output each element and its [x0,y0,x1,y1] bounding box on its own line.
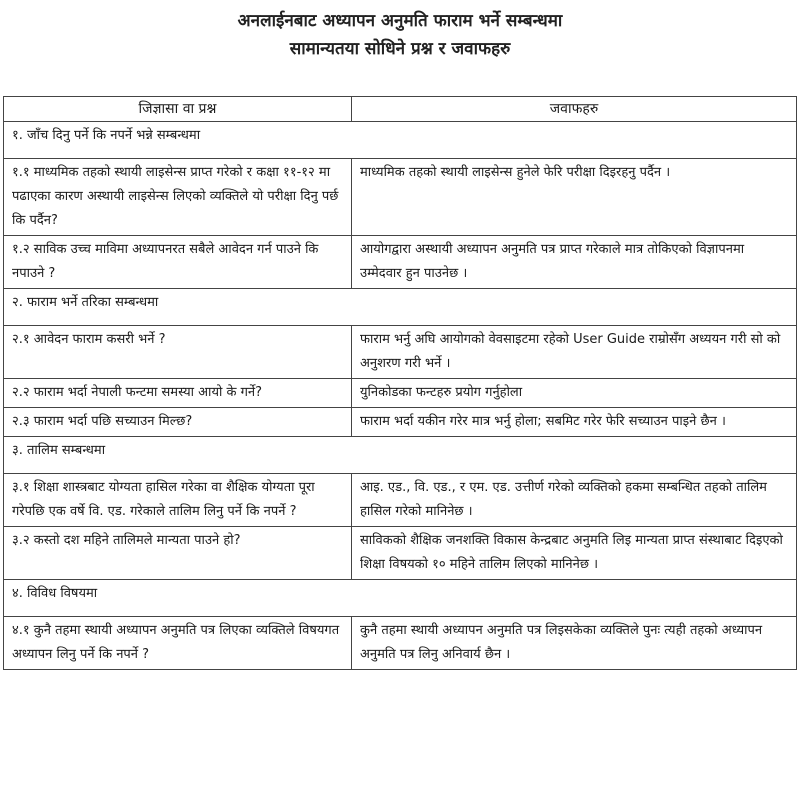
page-title: अनलाईनबाट अध्यापन अनुमति फाराम भर्ने सम्बन्धमा [237,11,563,31]
answer-cell: कुनै तहमा स्थायी अध्यापन अनुमति पत्र लिइसकेका व्यक्तिले पुनः त्यही तहको अध्यापन अनुमति पत्र लिनु अनिवार्य छैन । [352,617,797,670]
section-title: १. जाँच दिनु पर्ने कि नपर्ने भन्ने सम्बन्धमा [4,122,797,159]
table-row [4,527,797,580]
answer-cell: युनिकोडका फन्टहरु प्रयोग गर्नुहोला [352,379,797,408]
answer-cell: माध्यमिक तहको स्थायी लाइसेन्स हुनेले फेरि परीक्षा दिइरहनु पर्दैन । [352,159,797,236]
question-cell: २.१ आवेदन फाराम कसरी भर्ने ? [4,326,352,379]
question-cell: १.१ माध्यमिक तहको स्थायी लाइसेन्स प्राप्त गरेको र कक्षा ११-१२ मा पढाएका कारण अस्थायी लाइसेन्स लिएको व्यक्तिले यो परीक्षा दिनु पर्छ कि पर्दैन? [4,159,352,236]
table-header-row [4,97,797,122]
question-column-header: जिज्ञासा वा प्रश्न [4,97,352,122]
question-cell: २.३ फाराम भर्दा पछि सच्याउन मिल्छ? [4,408,352,437]
faq-table [3,96,797,670]
answer-cell: आयोगद्वारा अस्थायी अध्यापन अनुमति पत्र प्राप्त गरेकाले मात्र तोकिएको विज्ञापनमा उम्मेदवार हुन पाउनेछ । [352,236,797,289]
answer-cell: आइ. एड., वि. एड., र एम. एड. उत्तीर्ण गरेको व्यक्तिको हकमा सम्बन्धित तहको तालिम हासिल गरेको मानिनेछ । [352,474,797,527]
table-row [4,474,797,527]
question-cell: ४.१ कुनै तहमा स्थायी अध्यापन अनुमति पत्र लिएका व्यक्तिले विषयगत अध्यापन लिनु पर्ने कि नपर्ने ? [4,617,352,670]
section-title: २. फाराम भर्ने तरिका सम्बन्धमा [4,289,797,326]
page-subtitle: सामान्यतया सोधिने प्रश्न र जवाफहरु [289,39,511,59]
answer-cell: साविकको शैक्षिक जनशक्ति विकास केन्द्रबाट अनुमति लिइ मान्यता प्राप्त संस्थाबाट दिइएको शिक्षा विषयको १० महिने तालिम लिएको मानिनेछ । [352,527,797,580]
question-cell: ३.१ शिक्षा शास्त्रबाट योग्यता हासिल गरेका वा शैक्षिक योग्यता पूरा गरेपछि एक वर्षे वि. एड. गरेकाले तालिम लिनु पर्ने कि नपर्ने ? [4,474,352,527]
table-row [4,408,797,437]
table-row [4,326,797,379]
table-row [4,159,797,236]
question-cell: ३.२ कस्तो दश महिने तालिमले मान्यता पाउने हो? [4,527,352,580]
table-row [4,236,797,289]
answer-cell: फाराम भर्नु अघि आयोगको वेवसाइटमा रहेको User Guide राम्रोसँग अध्ययन गरी सो को अनुशरण गरी भर्ने । [352,326,797,379]
section-row [4,437,797,474]
answer-column-header: जवाफहरु [352,97,797,122]
question-cell: १.२ साविक उच्च माविमा अध्यापनरत सबैले आवेदन गर्न पाउने कि नपाउने ? [4,236,352,289]
section-row [4,289,797,326]
section-row [4,580,797,617]
answer-cell: फाराम भर्दा यकीन गरेर मात्र भर्नु होला; सबमिट गरेर फेरि सच्याउन पाइने छैन । [352,408,797,437]
section-title: ४. विविध विषयमा [4,580,797,617]
section-row [4,122,797,159]
question-cell: २.२ फाराम भर्दा नेपाली फन्टमा समस्या आयो के गर्ने? [4,379,352,408]
table-row [4,379,797,408]
section-title: ३. तालिम सम्बन्धमा [4,437,797,474]
table-row [4,617,797,670]
